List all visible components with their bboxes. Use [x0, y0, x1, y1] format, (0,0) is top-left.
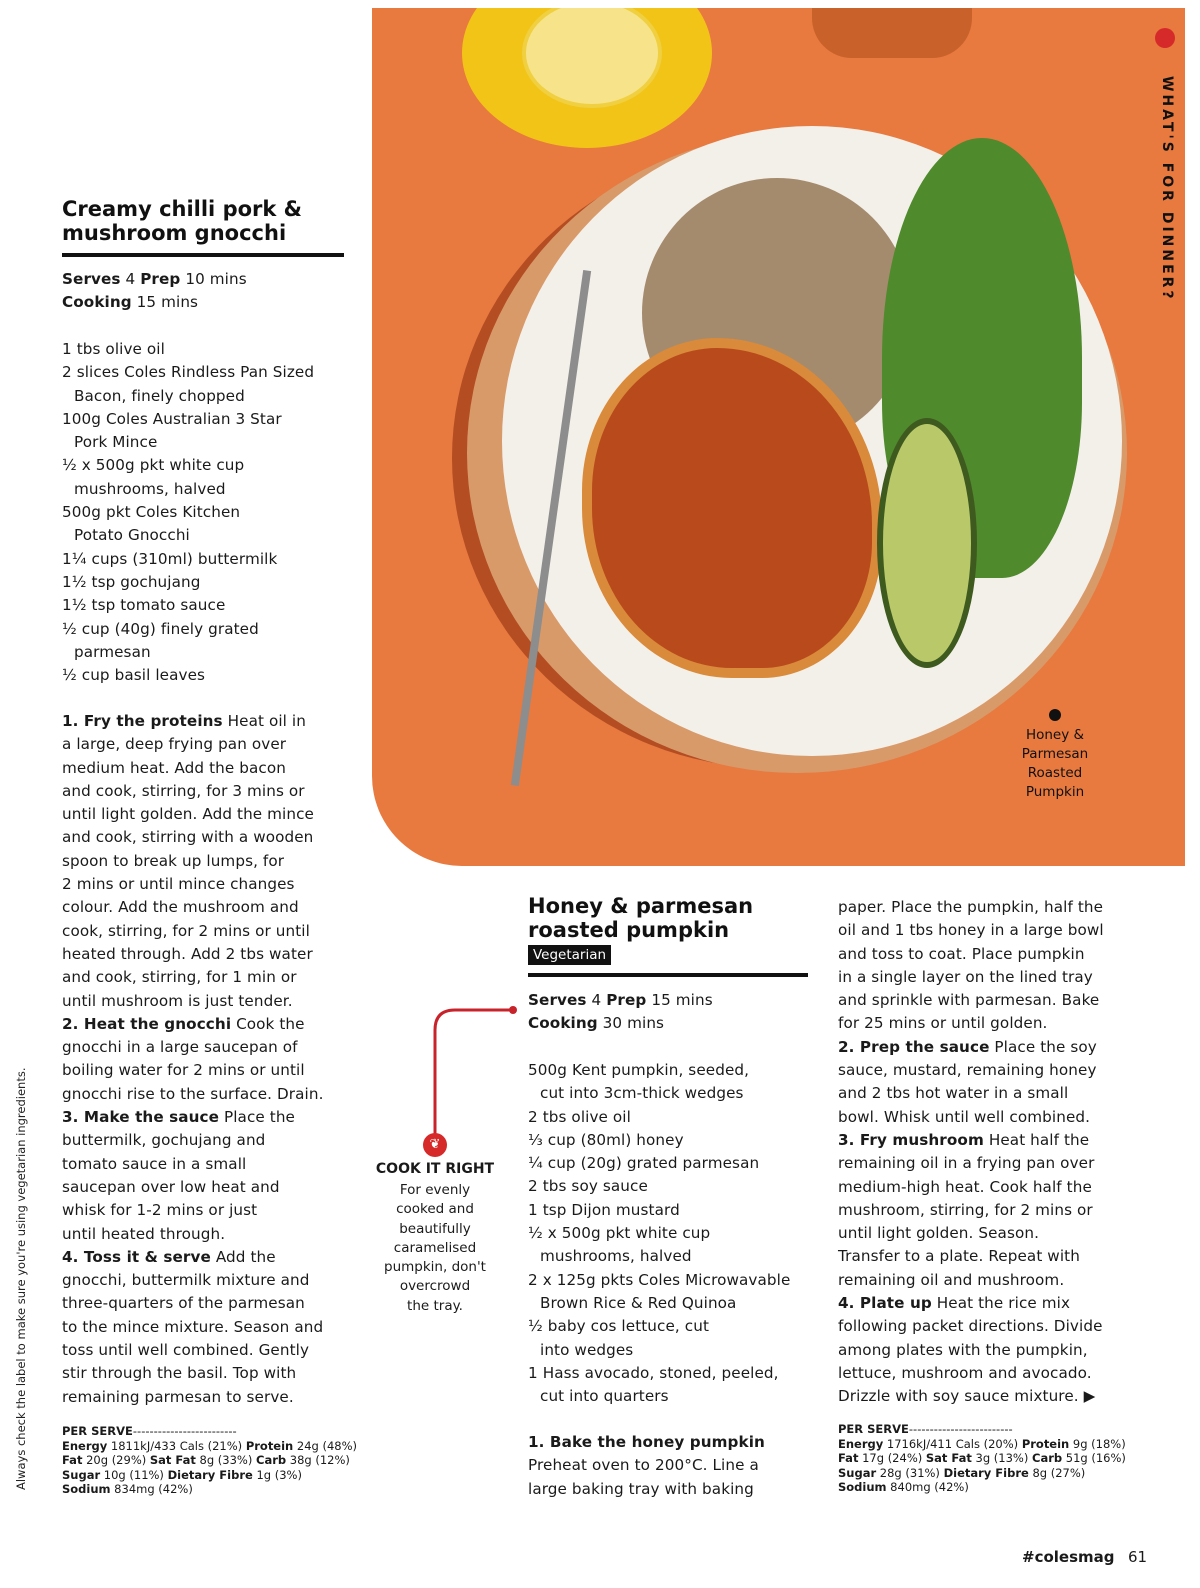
text: and cook, stirring with a wooden — [62, 828, 314, 847]
bold-text: Energy — [838, 1436, 884, 1451]
text: and cook, stirring, for 3 mins or — [62, 781, 305, 800]
bold-text: 1. Fry the proteins — [62, 712, 223, 730]
bold-text: Dietary Fibre — [943, 1465, 1029, 1480]
method-line — [62, 1339, 324, 1362]
caption-line: Pumpkin — [1025, 784, 1085, 800]
text: until heated through. — [62, 1224, 226, 1243]
method-line — [838, 1106, 1104, 1129]
recipe2-method-start — [528, 1431, 765, 1501]
tip-line: cooked and — [396, 1201, 474, 1218]
method-line — [838, 1129, 1104, 1152]
text: 8g (33%) — [195, 1453, 256, 1468]
text: Heat half the — [983, 1130, 1090, 1149]
bold-text: Carb — [256, 1453, 287, 1468]
meta-line — [528, 1012, 713, 1035]
method-line — [62, 1292, 324, 1315]
text: Transfer to a plate. Repeat with — [838, 1247, 1080, 1266]
method-line — [838, 943, 1104, 966]
method-line — [838, 1292, 1104, 1315]
text: 51g (16%) — [1062, 1451, 1126, 1466]
ingredient-line: Bacon, finely chopped — [74, 386, 245, 405]
method-line — [62, 826, 324, 849]
text: Drizzle with soy sauce mixture. ▶ — [838, 1387, 1096, 1406]
text: 9g (18%) — [1069, 1436, 1126, 1451]
nutrition-line — [62, 1424, 357, 1439]
text: until mushroom is just tender. — [62, 991, 293, 1010]
recipe1-title — [62, 197, 302, 245]
meta-line — [62, 291, 247, 314]
recipe2-ingredients — [528, 1059, 790, 1408]
recipe2-meta — [528, 989, 713, 1036]
bold-text: 4. Toss it & serve — [62, 1247, 211, 1266]
ingredient-line: 1 tbs olive oil — [62, 340, 165, 358]
method-line — [838, 989, 1104, 1012]
nutrition-line — [838, 1422, 1126, 1437]
text: ------------------------- — [132, 1424, 237, 1438]
method-line — [62, 1153, 324, 1176]
bold-text: Fat — [62, 1453, 83, 1468]
method-line — [528, 1431, 765, 1454]
caption-dot-icon — [1049, 709, 1061, 721]
nutrition-line — [838, 1466, 1126, 1481]
method-line — [528, 1454, 765, 1477]
caption-line: Parmesan — [1021, 746, 1089, 762]
bold-text: Protein — [1021, 1436, 1070, 1451]
text: and 2 tbs hot water in a small — [838, 1084, 1069, 1103]
method-line — [62, 1386, 324, 1409]
text: 24g (48%) — [293, 1438, 358, 1453]
text: mushroom, stirring, for 2 mins or — [838, 1200, 1093, 1219]
recipe2-title — [528, 894, 753, 942]
caption-line: Honey & — [1025, 727, 1085, 743]
method-line — [838, 919, 1104, 942]
recipe1-meta — [62, 268, 247, 315]
ingredient-line: 1 tsp Dijon mustard — [528, 1200, 680, 1219]
bold-text: 2. Heat the gnocchi — [62, 1014, 232, 1033]
bold-text: Energy — [62, 1438, 108, 1453]
ingredient-line: Pork Mince — [74, 433, 158, 452]
method-line — [62, 1362, 324, 1385]
text: tomato sauce in a small — [62, 1154, 247, 1173]
text: remaining parmesan to serve. — [62, 1387, 294, 1406]
bold-text: Protein — [245, 1438, 294, 1453]
text: among plates with the pumpkin, — [838, 1340, 1088, 1359]
method-line — [62, 1176, 324, 1199]
method-line — [62, 1106, 324, 1129]
vegetarian-badge: Vegetarian — [528, 945, 611, 965]
ingredient-line: 2 tbs soy sauce — [528, 1177, 648, 1196]
ingredient-line: 2 tbs olive oil — [528, 1107, 631, 1126]
bold-text: 4. Plate up — [838, 1294, 932, 1313]
method-line — [62, 1199, 324, 1222]
ingredient-line: ½ x 500g pkt white cup — [528, 1224, 711, 1243]
bold-text: Serves — [528, 991, 587, 1009]
bold-text: PER SERVE — [838, 1422, 909, 1436]
text: for 25 mins or until golden. — [838, 1014, 1048, 1033]
bold-text: 1. Bake the honey pumpkin — [528, 1433, 765, 1451]
text: 20g (29%) — [82, 1453, 150, 1468]
text: large baking tray with baking — [528, 1479, 754, 1498]
text: and toss to coat. Place pumpkin — [838, 944, 1085, 963]
ingredient-line: mushrooms, halved — [540, 1247, 692, 1266]
ingredient-line: cut into quarters — [540, 1387, 669, 1406]
text: ------------------------- — [908, 1422, 1013, 1436]
bold-text: Sodium — [838, 1480, 887, 1495]
text: 28g (31%) — [876, 1465, 944, 1480]
text: gnocchi in a large saucepan of — [62, 1038, 298, 1057]
text: saucepan over low heat and — [62, 1177, 280, 1196]
bold-text: Sodium — [62, 1482, 111, 1497]
nutrition-line — [62, 1468, 357, 1483]
method-line — [62, 1083, 324, 1106]
text: 840mg (42%) — [886, 1480, 969, 1495]
method-line — [528, 1478, 765, 1501]
text: 4 — [586, 991, 607, 1009]
text: 4 — [120, 270, 141, 288]
method-line — [62, 873, 324, 896]
title-line: Honey & parmesan — [528, 894, 754, 918]
ingredient-line: ⅓ cup (80ml) honey — [528, 1130, 684, 1149]
photo-caption — [1000, 726, 1110, 802]
text: gnocchi rise to the surface. Drain. — [62, 1084, 324, 1103]
ingredient-line: ½ cup (40g) finely grated — [62, 619, 259, 638]
method-line — [838, 1339, 1104, 1362]
method-line — [62, 966, 324, 989]
ingredient-line: 1½ tsp gochujang — [62, 572, 201, 591]
side-note: Always check the label to make sure you're using vegetarian ingredients. — [14, 1067, 28, 1490]
method-line — [62, 896, 324, 919]
method-line — [62, 1223, 324, 1246]
text: and cook, stirring, for 1 min or — [62, 968, 297, 987]
text: a large, deep frying pan over — [62, 735, 287, 754]
text: medium heat. Add the bacon — [62, 758, 286, 777]
method-line — [62, 1316, 324, 1339]
method-line — [62, 1036, 324, 1059]
tip-line: caramelised — [393, 1239, 477, 1256]
method-line — [838, 1362, 1104, 1385]
nutrition-line — [838, 1480, 1126, 1495]
method-line — [62, 757, 324, 780]
title-line: mushroom gnocchi — [62, 221, 287, 245]
tip-line: beautifully — [399, 1220, 471, 1237]
method-line — [838, 1269, 1104, 1292]
method-line — [62, 710, 324, 733]
nutrition-line — [838, 1451, 1126, 1466]
tip-text — [370, 1181, 500, 1316]
tip-icon: ❦ — [423, 1133, 447, 1157]
text: in a single layer on the lined tray — [838, 967, 1093, 986]
nutrition-line — [62, 1439, 357, 1454]
method-line — [62, 1246, 324, 1269]
text: and sprinkle with parmesan. Bake — [838, 991, 1100, 1010]
recipe1-ingredients — [62, 338, 314, 687]
meta-line — [62, 268, 247, 291]
ingredient-line: 500g Kent pumpkin, seeded, — [528, 1061, 750, 1079]
nutrition-line — [62, 1482, 357, 1497]
text: 2 mins or until mince changes — [62, 875, 295, 894]
ingredient-line: ¼ cup (20g) grated parmesan — [528, 1154, 760, 1173]
ingredient-line: 500g pkt Coles Kitchen — [62, 503, 241, 522]
ingredient-line: 1¼ cups (310ml) buttermilk — [62, 549, 278, 568]
bold-text: Sat Fat — [149, 1453, 196, 1468]
nutrition-line — [62, 1453, 357, 1468]
text: three-quarters of the parmesan — [62, 1294, 305, 1313]
text: Place the soy — [989, 1037, 1097, 1056]
ingredient-line: ½ baby cos lettuce, cut — [528, 1317, 710, 1336]
tip-title: COOK IT RIGHT — [375, 1161, 495, 1177]
tip-connector-line — [420, 1000, 520, 1150]
text: buttermilk, gochujang and — [62, 1131, 266, 1150]
ingredient-line: 1 Hass avocado, stoned, peeled, — [528, 1363, 779, 1382]
page-number: 61 — [1128, 1548, 1148, 1566]
ingredient-line: Brown Rice & Red Quinoa — [540, 1293, 737, 1312]
text: 15 mins — [646, 991, 713, 1009]
ingredient-line: into wedges — [540, 1340, 634, 1359]
method-line — [62, 943, 324, 966]
text: Preheat oven to 200°C. Line a — [528, 1456, 759, 1475]
method-line — [838, 966, 1104, 989]
text: medium-high heat. Cook half the — [838, 1177, 1092, 1196]
title-line: Creamy chilli pork & — [62, 197, 302, 221]
text: 1811kJ/433 Cals (21%) — [107, 1438, 246, 1453]
title-rule — [528, 973, 808, 977]
bold-text: 2. Prep the sauce — [838, 1037, 990, 1056]
text: sauce, mustard, remaining honey — [838, 1061, 1097, 1080]
text: Place the — [219, 1108, 295, 1127]
ingredient-line: mushrooms, halved — [74, 479, 226, 498]
method-line — [838, 1176, 1104, 1199]
bold-text: Dietary Fibre — [167, 1467, 253, 1482]
nutrition-line — [838, 1437, 1126, 1452]
caption-line: Roasted — [1027, 765, 1083, 781]
recipe2-per-serve — [838, 1422, 1126, 1495]
bold-text: Prep — [140, 270, 181, 288]
method-line — [838, 1315, 1104, 1338]
avocado — [877, 418, 977, 668]
text: remaining oil in a frying pan over — [838, 1154, 1095, 1173]
text: toss until well combined. Gently — [62, 1341, 310, 1360]
method-line — [62, 780, 324, 803]
text: boiling water for 2 mins or until — [62, 1061, 305, 1080]
text: 10g (11%) — [100, 1467, 168, 1482]
method-line — [62, 733, 324, 756]
method-line — [62, 920, 324, 943]
text: 1g (3%) — [252, 1467, 302, 1482]
tip-line: For evenly — [399, 1182, 471, 1198]
method-line — [838, 1222, 1104, 1245]
text: gnocchi, buttermilk mixture and — [62, 1271, 310, 1290]
red-dot-icon — [1155, 28, 1175, 48]
text: until light golden. Add the mince — [62, 805, 314, 824]
bold-text: Prep — [606, 991, 647, 1009]
tip-line: the tray. — [407, 1297, 463, 1314]
ingredient-line: cut into 3cm-thick wedges — [540, 1084, 744, 1103]
text: heated through. Add 2 tbs water — [62, 944, 313, 963]
bold-text: Carb — [1032, 1451, 1063, 1466]
bold-text: 3. Make the sauce — [62, 1108, 220, 1127]
bold-text: Fat — [838, 1451, 859, 1466]
meta-line — [528, 989, 713, 1012]
bold-text: Sugar — [838, 1465, 877, 1480]
method-line — [62, 1129, 324, 1152]
text: bowl. Whisk until well combined. — [838, 1107, 1091, 1126]
ingredient-line: 100g Coles Australian 3 Star — [62, 409, 282, 428]
text: 10 mins — [180, 270, 247, 288]
method-line — [838, 896, 1104, 919]
method-line — [838, 1245, 1104, 1268]
method-line — [62, 1059, 324, 1082]
bold-text: Sugar — [62, 1467, 101, 1482]
text: 3g (13%) — [971, 1451, 1032, 1466]
method-line — [838, 1036, 1104, 1059]
recipe2-method-cont — [838, 896, 1104, 1409]
title-rule — [62, 253, 344, 257]
ingredient-line: parmesan — [74, 642, 151, 661]
text: Heat oil in — [222, 712, 306, 730]
title-line: roasted pumpkin — [528, 918, 730, 942]
method-line — [62, 1013, 324, 1036]
text: Heat the rice mix — [931, 1294, 1071, 1313]
text: 38g (12%) — [286, 1453, 350, 1468]
method-line — [838, 1385, 1104, 1408]
method-line — [62, 990, 324, 1013]
text: spoon to break up lumps, for — [62, 851, 285, 870]
footer-hashtag: #colesmag — [1022, 1548, 1115, 1566]
ingredient-line: ½ x 500g pkt white cup — [62, 456, 245, 475]
ingredient-line: ½ cup basil leaves — [62, 666, 206, 685]
method-line — [838, 1059, 1104, 1082]
method-line — [838, 1152, 1104, 1175]
text: 17g (24%) — [858, 1451, 926, 1466]
sauce-jug — [812, 8, 972, 58]
text: Add the — [210, 1247, 276, 1266]
ingredient-line: Potato Gnocchi — [74, 526, 190, 545]
text: Cook the — [231, 1014, 305, 1033]
bold-text: Serves — [62, 270, 121, 288]
text: 30 mins — [597, 1014, 665, 1033]
text: 15 mins — [131, 293, 199, 312]
recipe1-method — [62, 710, 324, 1409]
text: colour. Add the mushroom and — [62, 898, 299, 917]
method-line — [838, 1082, 1104, 1105]
text: following packet directions. Divide — [838, 1317, 1103, 1336]
text: stir through the basil. Top with — [62, 1364, 297, 1383]
text: whisk for 1-2 mins or just — [62, 1201, 258, 1220]
tip-line: overcrowd — [399, 1278, 471, 1295]
text: remaining oil and mushroom. — [838, 1270, 1065, 1289]
bold-text: PER SERVE — [62, 1424, 133, 1438]
text: oil and 1 tbs honey in a large bowl — [838, 921, 1104, 940]
method-line — [838, 1199, 1104, 1222]
text: until light golden. Season. — [838, 1224, 1040, 1243]
recipe1-per-serve — [62, 1424, 357, 1497]
method-line — [62, 803, 324, 826]
method-line — [62, 1269, 324, 1292]
bold-text: Sat Fat — [925, 1451, 972, 1466]
ingredient-line: 2 x 125g pkts Coles Microwavable — [528, 1270, 791, 1289]
text: paper. Place the pumpkin, half the — [838, 898, 1104, 916]
text: to the mince mixture. Season and — [62, 1317, 324, 1336]
text: 1716kJ/411 Cals (20%) — [883, 1436, 1022, 1451]
ingredient-line: 2 slices Coles Rindless Pan Sized — [62, 363, 315, 382]
bold-text: 3. Fry mushroom — [838, 1130, 984, 1149]
text: lettuce, mushroom and avocado. — [838, 1363, 1092, 1382]
ingredient-line: 1½ tsp tomato sauce — [62, 596, 226, 615]
section-label: WHAT'S FOR DINNER? — [1159, 76, 1175, 302]
text: 8g (27%) — [1028, 1465, 1086, 1480]
bold-text: Cooking — [528, 1014, 598, 1033]
bold-text: Cooking — [62, 293, 132, 312]
method-line — [62, 850, 324, 873]
text: cook, stirring, for 2 mins or until — [62, 921, 310, 940]
method-line — [838, 1012, 1104, 1035]
text: 834mg (42%) — [110, 1482, 193, 1497]
tip-line: pumpkin, don't — [384, 1259, 486, 1276]
